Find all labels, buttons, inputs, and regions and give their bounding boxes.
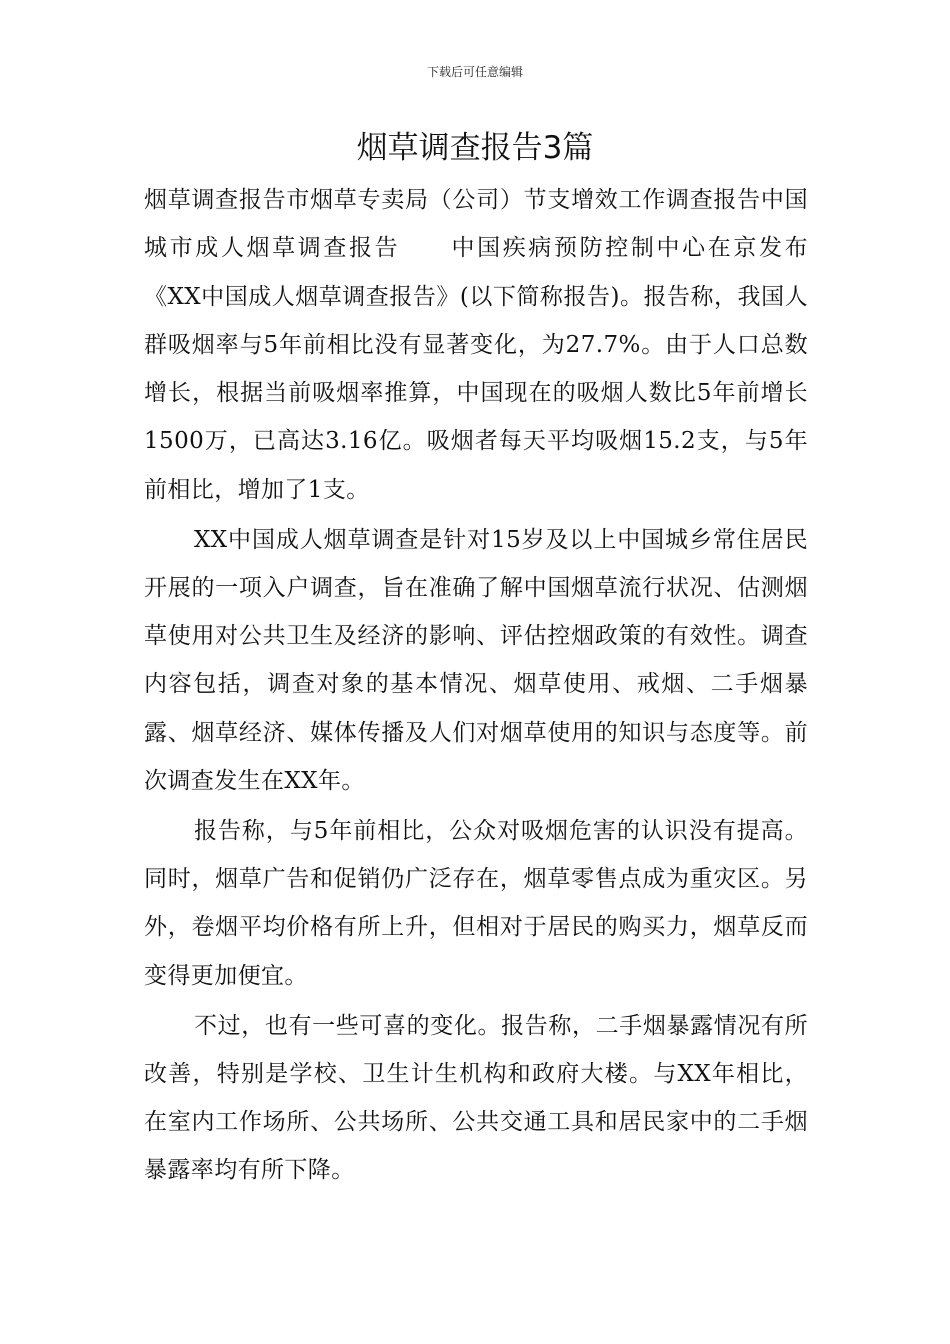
- header-note: 下载后可任意编辑: [426, 65, 523, 79]
- document-body: [144, 176, 808, 1195]
- paragraph-1: 烟草调查报告市烟草专卖局（公司）节支增效工作调查报告中国城市成人烟草调查报告 中国疾病预防控制中心在京发布《XX中国成人烟草调查报告》(以下简称报告)。报告称，我国人群吸烟率与5年前相比没有显著变化，为27.7%。由于人口总数增长，根据当前吸烟率推算，中国现在的吸烟人数比5年前增长1500万，已高达3.16亿。吸烟者每天平均吸烟15.2支，与5年前相比，增加了1支。: [144, 187, 808, 503]
- paragraph-3: 报告称，与5年前相比，公众对吸烟危害的认识没有提高。同时，烟草广告和促销仍广泛存在，烟草零售点成为重灾区。另外，卷烟平均价格有所上升，但相对于居民的购买力，烟草反而变得更加便宜。: [144, 817, 808, 989]
- paragraph-4: 不过，也有一些可喜的变化。报告称，二手烟暴露情况有所改善，特别是学校、卫生计生机构和政府大楼。与XX年相比，在室内工作场所、公共场所、公共交通工具和居民家中的二手烟暴露率均有所下降。: [144, 1012, 808, 1184]
- document-title: 烟草调查报告3篇: [356, 130, 594, 166]
- paragraph-2: XX中国成人烟草调查是针对15岁及以上中国城乡常住居民开展的一项入户调查，旨在准确了解中国烟草流行状况、估测烟草使用对公共卫生及经济的影响、评估控烟政策的有效性。调查内容包括，调查对象的基本情况、烟草使用、戒烟、二手烟暴露、烟草经济、媒体传播及人们对烟草使用的知识与态度等。前次调查发生在XX年。: [144, 526, 808, 795]
